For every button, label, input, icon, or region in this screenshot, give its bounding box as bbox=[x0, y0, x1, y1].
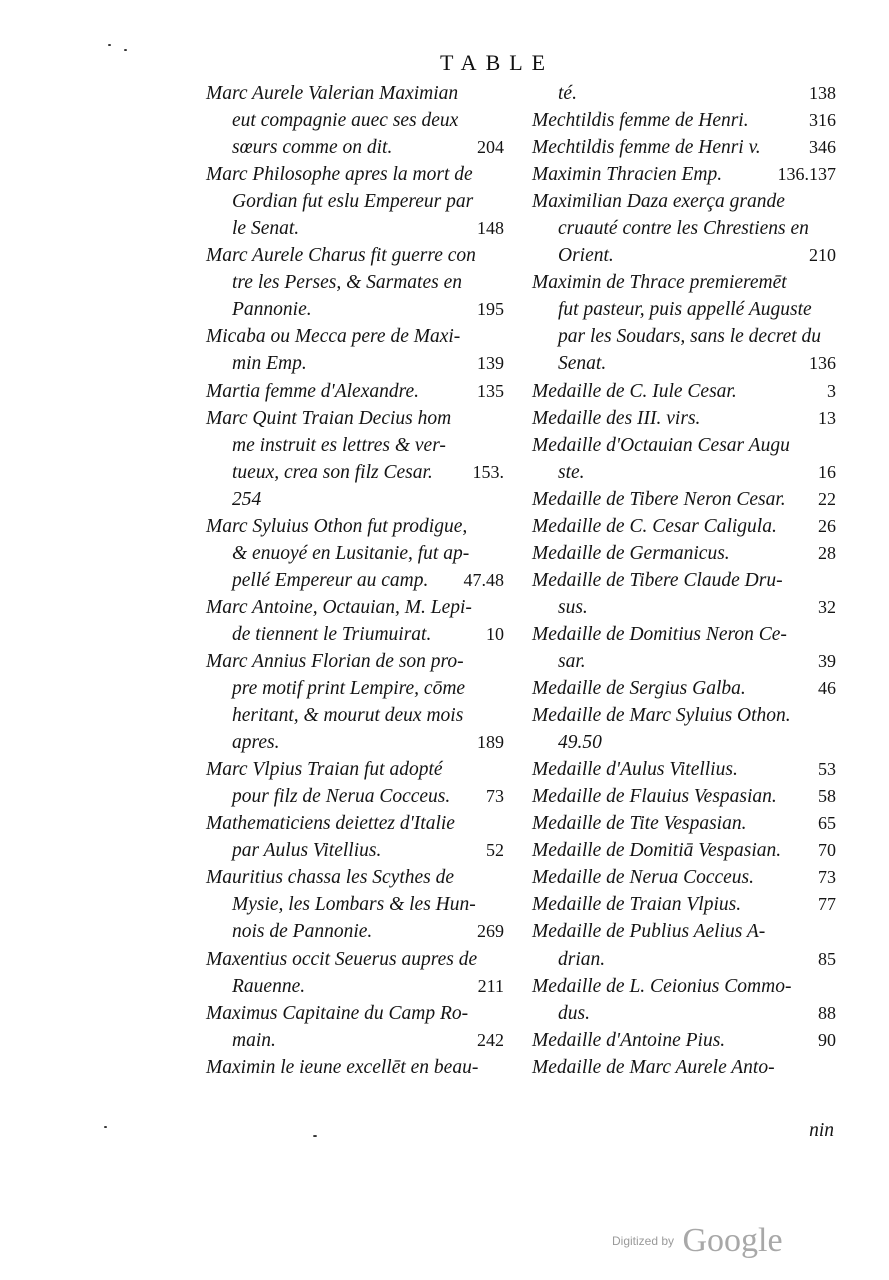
index-entry-line bbox=[532, 675, 836, 702]
index-entry-line bbox=[532, 134, 836, 161]
entry-text: 49.50 bbox=[558, 732, 602, 754]
entry-text: sœurs comme on dit. bbox=[232, 137, 393, 159]
index-entry-line bbox=[206, 729, 504, 756]
entry-text: Medaille de Tibere Claude Dru- bbox=[532, 569, 783, 591]
ink-speck bbox=[108, 44, 111, 46]
entry-text: Maximin Thracien Emp. bbox=[532, 164, 723, 186]
digitized-watermark bbox=[612, 1222, 783, 1260]
index-entry-line bbox=[206, 459, 504, 486]
index-entry-line bbox=[206, 756, 504, 783]
entry-text: Medaille de Nerua Cocceus. bbox=[532, 867, 755, 889]
entry-text: min Emp. bbox=[232, 353, 307, 375]
page-number: 138 bbox=[809, 83, 836, 103]
page-number: 269 bbox=[477, 921, 504, 942]
entry-text: Mathematiciens deiettez d'Italie bbox=[206, 813, 455, 835]
entry-text: Maximilian Daza exerça grande bbox=[532, 191, 785, 213]
index-entry-line bbox=[532, 946, 836, 973]
index-entry-line bbox=[532, 594, 836, 621]
entry-text: Medaille de Publius Aelius A- bbox=[532, 921, 766, 943]
index-entry-line bbox=[532, 405, 836, 432]
index-entry-line bbox=[532, 567, 836, 594]
entry-text: drian. bbox=[558, 948, 606, 970]
page-number: 346 bbox=[809, 137, 836, 158]
page-number: 211 bbox=[477, 975, 504, 996]
page-number: 189 bbox=[477, 732, 504, 753]
index-entry-line bbox=[206, 215, 504, 242]
index-entry-line bbox=[532, 459, 836, 486]
index-entry-line bbox=[532, 80, 836, 107]
entry-text: heritant, & mourut deux mois bbox=[232, 705, 464, 727]
ink-speck bbox=[104, 1126, 107, 1128]
index-entry-line bbox=[206, 513, 504, 540]
entry-text: dus. bbox=[558, 1002, 590, 1024]
index-entry-line bbox=[532, 837, 836, 864]
entry-text: le Senat. bbox=[232, 218, 300, 240]
entry-text: 254 bbox=[232, 488, 262, 510]
page-number: 39 bbox=[818, 650, 836, 671]
index-entry-line bbox=[532, 350, 836, 377]
page-number: 210 bbox=[809, 245, 836, 266]
entry-text: Marc Annius Florian de son pro- bbox=[206, 650, 464, 672]
page-number: 88 bbox=[818, 1002, 836, 1023]
entry-text: Maximin le ieune excellēt en beau- bbox=[206, 1056, 479, 1078]
page-number: 139 bbox=[477, 353, 504, 374]
index-entry-line bbox=[206, 405, 504, 432]
entry-text: pre motif print Lempire, cōme bbox=[232, 678, 466, 700]
index-entry-line bbox=[532, 702, 836, 729]
page-number: 52 bbox=[486, 840, 504, 861]
entry-text: Medaille de Domitius Neron Ce- bbox=[532, 623, 787, 645]
page-number: 77 bbox=[818, 894, 836, 915]
index-entry-line bbox=[206, 973, 504, 1000]
entry-text: Orient. bbox=[558, 245, 614, 267]
index-entry-line bbox=[206, 621, 504, 648]
entry-text: té. bbox=[558, 83, 577, 104]
page-number: 47.48 bbox=[463, 569, 504, 590]
entry-text: Medaille de Tibere Neron Cesar. bbox=[532, 488, 786, 510]
index-entry-line bbox=[206, 188, 504, 215]
index-entry-line bbox=[532, 648, 836, 675]
entry-text: tre les Perses, & Sarmates en bbox=[232, 272, 462, 294]
index-entry-line bbox=[532, 918, 836, 945]
index-entry-line bbox=[532, 1054, 836, 1081]
ink-speck bbox=[124, 49, 127, 51]
google-logo: Google bbox=[682, 1222, 783, 1259]
index-entry-line bbox=[532, 323, 836, 350]
index-entry-line bbox=[532, 161, 836, 188]
entry-text: tueux, crea son filz Cesar. bbox=[232, 461, 433, 483]
entry-text: main. bbox=[232, 1029, 276, 1051]
page-number: 65 bbox=[818, 813, 836, 834]
page-number: 32 bbox=[818, 596, 836, 617]
index-entry-line bbox=[532, 1000, 836, 1027]
index-entry-line bbox=[206, 323, 504, 350]
page-number: 136.137 bbox=[777, 164, 836, 185]
index-entry-line bbox=[206, 350, 504, 377]
entry-text: nois de Pannonie. bbox=[232, 921, 373, 943]
entry-text: Medaille de C. Iule Cesar. bbox=[532, 380, 737, 402]
index-entry-line bbox=[206, 540, 504, 567]
index-entry-line bbox=[206, 378, 504, 405]
entry-text: Medaille de C. Cesar Caligula. bbox=[532, 515, 777, 537]
index-entry-line bbox=[206, 269, 504, 296]
entry-text: cruauté contre les Chrestiens en bbox=[558, 218, 809, 240]
page-number: 135 bbox=[477, 380, 504, 401]
index-entry-line bbox=[532, 621, 836, 648]
entry-text: Mechtildis femme de Henri. bbox=[532, 110, 749, 132]
catchword: nin bbox=[809, 1120, 834, 1141]
entry-text: Micaba ou Mecca pere de Maxi- bbox=[206, 326, 461, 348]
page-number: 73 bbox=[818, 867, 836, 888]
index-entry-line bbox=[206, 1000, 504, 1027]
index-entry-line bbox=[532, 513, 836, 540]
entry-text: pour filz de Nerua Cocceus. bbox=[232, 786, 451, 808]
page-number: 148 bbox=[477, 218, 504, 239]
page-number: 153. bbox=[472, 461, 504, 482]
index-entry-line bbox=[532, 810, 836, 837]
entry-text: sar. bbox=[558, 650, 586, 672]
entry-text: Medaille d'Antoine Pius. bbox=[532, 1029, 726, 1051]
index-entry-line bbox=[206, 783, 504, 810]
index-entry-line bbox=[206, 594, 504, 621]
page-number: 195 bbox=[477, 299, 504, 320]
entry-text: Mechtildis femme de Henri v. bbox=[532, 137, 761, 159]
entry-text: Medaille de Marc Syluius Othon. bbox=[532, 705, 791, 727]
index-entry-line bbox=[532, 188, 836, 215]
entry-text: Medaille des III. virs. bbox=[532, 407, 701, 429]
entry-text: Gordian fut eslu Empereur par bbox=[232, 191, 474, 213]
page-number: 90 bbox=[818, 1029, 836, 1050]
index-entry-line bbox=[532, 864, 836, 891]
index-entry-line bbox=[206, 432, 504, 459]
index-entry-line bbox=[206, 296, 504, 323]
entry-text: Medaille de Traian Vlpius. bbox=[532, 894, 742, 916]
page-number: 10 bbox=[486, 623, 504, 644]
entry-text: ste. bbox=[558, 461, 585, 483]
index-entry-line bbox=[532, 215, 836, 242]
page-number: 136 bbox=[809, 353, 836, 374]
entry-text: Marc Aurele Valerian Maximian bbox=[206, 83, 459, 104]
index-entry-line bbox=[532, 973, 836, 1000]
index-entry-line bbox=[206, 837, 504, 864]
page-number: 58 bbox=[818, 786, 836, 807]
page-number: 316 bbox=[809, 110, 836, 131]
index-entry-line bbox=[532, 486, 836, 513]
index-entry-line bbox=[532, 1027, 836, 1054]
page-number: 26 bbox=[818, 515, 836, 536]
entry-text: sus. bbox=[558, 596, 588, 618]
index-entry-line bbox=[532, 242, 836, 269]
entry-text: Medaille de Domitiā Vespasian. bbox=[532, 840, 782, 862]
entry-text: fut pasteur, puis appellé Auguste bbox=[558, 299, 812, 321]
entry-text: me instruit es lettres & ver- bbox=[232, 434, 446, 456]
index-entry-line bbox=[532, 432, 836, 459]
index-entry-line bbox=[532, 729, 836, 756]
right-index-column bbox=[532, 80, 836, 1081]
page-number: 13 bbox=[818, 407, 836, 428]
index-entry-line bbox=[206, 891, 504, 918]
entry-text: Medaille de Tite Vespasian. bbox=[532, 813, 747, 835]
entry-text: Marc Vlpius Traian fut adopté bbox=[206, 759, 443, 781]
entry-text: apres. bbox=[232, 732, 280, 754]
entry-text: par Aulus Vitellius. bbox=[232, 840, 382, 862]
entry-text: & enuoyé en Lusitanie, fut ap- bbox=[232, 542, 470, 564]
page-number: 242 bbox=[477, 1029, 504, 1050]
entry-text: de tiennent le Triumuirat. bbox=[232, 623, 432, 645]
entry-text: Mysie, les Lombars & les Hun- bbox=[232, 894, 476, 916]
index-entry-line bbox=[206, 864, 504, 891]
page-number: 53 bbox=[818, 759, 836, 780]
index-entry-line bbox=[532, 269, 836, 296]
page-number: 204 bbox=[477, 137, 504, 158]
entry-text: Maximus Capitaine du Camp Ro- bbox=[206, 1002, 469, 1024]
index-entry-line bbox=[206, 1054, 504, 1081]
page-number: 85 bbox=[818, 948, 836, 969]
index-entry-line bbox=[206, 242, 504, 269]
index-entry-line bbox=[206, 648, 504, 675]
index-entry-line bbox=[206, 1027, 504, 1054]
watermark-prefix: Digitized by bbox=[612, 1234, 675, 1248]
index-entry-line bbox=[532, 783, 836, 810]
entry-text: Medaille de L. Ceionius Commo- bbox=[532, 975, 792, 997]
entry-text: Medaille d'Octauian Cesar Augu bbox=[532, 434, 790, 456]
entry-text: Marc Philosophe apres la mort de bbox=[206, 164, 473, 186]
index-entry-line bbox=[206, 161, 504, 188]
entry-text: Marc Antoine, Octauian, M. Lepi- bbox=[206, 596, 472, 618]
entry-text: Medaille d'Aulus Vitellius. bbox=[532, 759, 738, 781]
page-number: 28 bbox=[818, 542, 836, 563]
index-entry-line bbox=[206, 107, 504, 134]
entry-text: Medaille de Marc Aurele Anto- bbox=[532, 1056, 775, 1078]
running-head: TABLE bbox=[440, 50, 555, 75]
index-entry-line bbox=[532, 378, 836, 405]
entry-text: eut compagnie auec ses deux bbox=[232, 110, 459, 132]
page-number: 22 bbox=[818, 488, 836, 509]
index-entry-line bbox=[206, 134, 504, 161]
entry-text: Medaille de Germanicus. bbox=[532, 542, 730, 564]
entry-text: Marc Syluius Othon fut prodigue, bbox=[206, 515, 468, 537]
page-number: 46 bbox=[818, 678, 836, 699]
index-entry-line bbox=[206, 675, 504, 702]
page-number: 73 bbox=[486, 786, 504, 807]
entry-text: Senat. bbox=[558, 353, 607, 375]
index-entry-line bbox=[206, 810, 504, 837]
page-number: 3 bbox=[827, 380, 836, 401]
entry-text: Rauenne. bbox=[232, 975, 306, 997]
page-number: 70 bbox=[818, 840, 836, 861]
page-number: 16 bbox=[818, 461, 836, 482]
index-entry-line bbox=[206, 946, 504, 973]
entry-text: Maxentius occit Seuerus aupres de bbox=[206, 948, 478, 970]
entry-text: Martia femme d'Alexandre. bbox=[206, 380, 420, 402]
entry-text: Pannonie. bbox=[232, 299, 312, 321]
index-entry-line bbox=[206, 918, 504, 945]
entry-text: Marc Aurele Charus fit guerre con bbox=[206, 245, 476, 267]
index-entry-line bbox=[206, 702, 504, 729]
index-entry-line bbox=[206, 80, 504, 107]
index-entry-line bbox=[532, 107, 836, 134]
entry-text: Maximin de Thrace premieremēt bbox=[532, 272, 787, 294]
index-entry-line bbox=[532, 540, 836, 567]
index-entry-line bbox=[206, 567, 504, 594]
entry-text: Medaille de Sergius Galba. bbox=[532, 678, 746, 700]
entry-text: Mauritius chassa les Scythes de bbox=[206, 867, 455, 889]
ink-speck bbox=[313, 1135, 317, 1137]
index-entry-line bbox=[532, 756, 836, 783]
entry-text: Marc Quint Traian Decius hom bbox=[206, 407, 452, 429]
entry-text: pellé Empereur au camp. bbox=[232, 569, 429, 591]
index-entry-line bbox=[532, 891, 836, 918]
index-entry-line bbox=[206, 486, 504, 513]
left-index-column bbox=[206, 80, 504, 1081]
entry-text: par les Soudars, sans le decret du bbox=[558, 326, 822, 348]
index-entry-line bbox=[532, 296, 836, 323]
entry-text: Medaille de Flauius Vespasian. bbox=[532, 786, 777, 808]
